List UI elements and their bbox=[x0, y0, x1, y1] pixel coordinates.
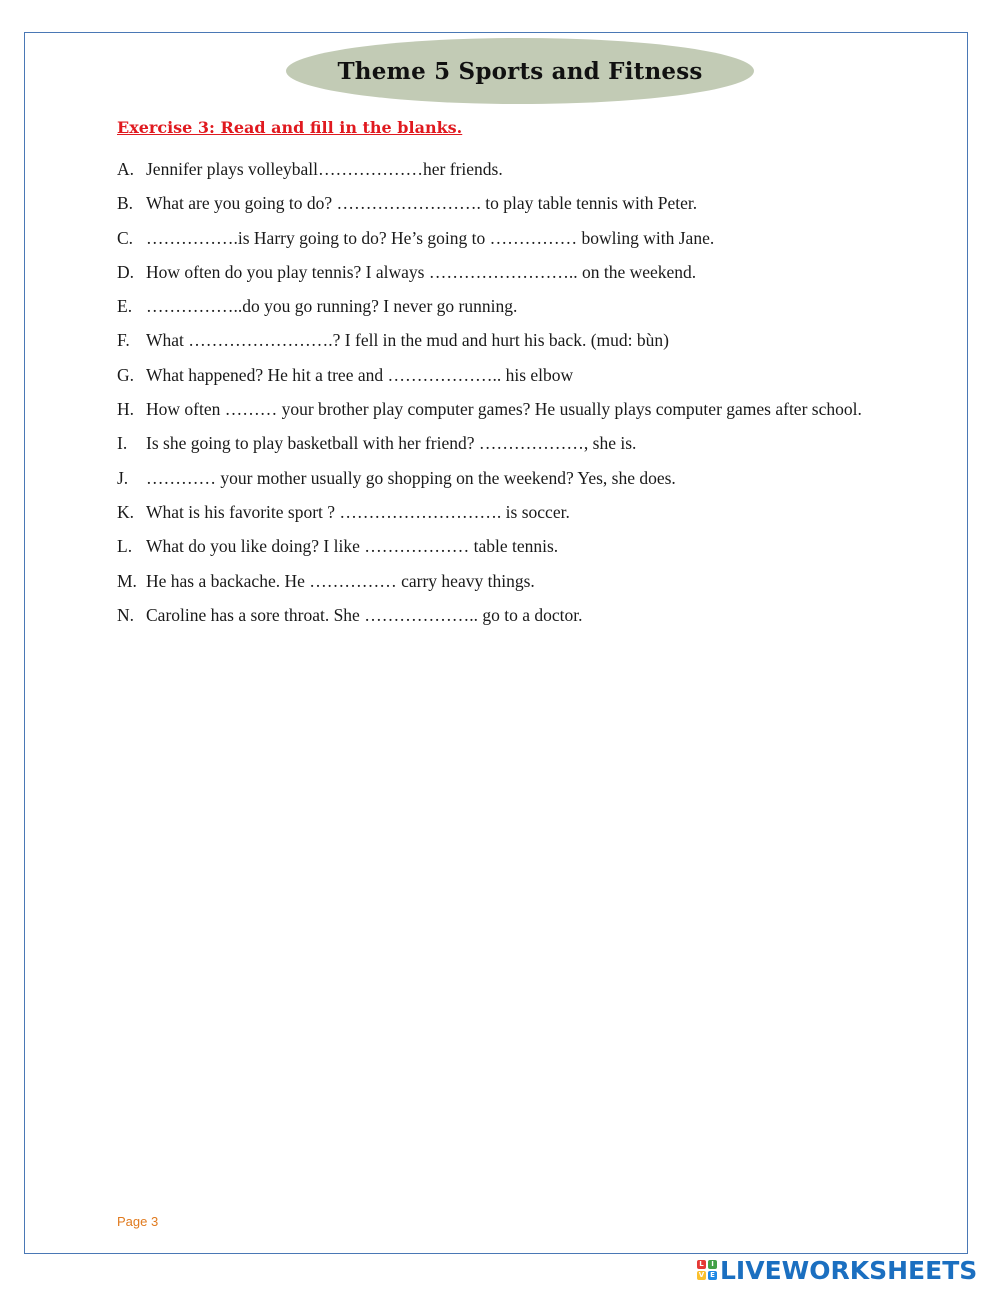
item-letter: M. bbox=[117, 570, 137, 591]
item-text: Jennifer plays volleyball………………her friends. bbox=[146, 159, 503, 179]
item-letter: H. bbox=[117, 399, 135, 420]
exercise-item bbox=[117, 495, 897, 529]
exercise-item bbox=[117, 255, 897, 289]
item-letter: L. bbox=[117, 536, 133, 557]
item-letter: B. bbox=[117, 193, 134, 214]
item-text: What happened? He hit a tree and ……………….. his elbow bbox=[146, 364, 574, 385]
logo-block: E bbox=[708, 1271, 717, 1280]
exercise-item bbox=[117, 564, 897, 598]
exercise-item bbox=[117, 221, 897, 255]
item-letter: K. bbox=[117, 501, 135, 522]
item-text: He has a backache. He …………… carry heavy things. bbox=[146, 570, 535, 591]
theme-title-banner bbox=[286, 38, 754, 104]
theme-title: Theme 5 Sports and Fitness bbox=[337, 57, 703, 85]
item-text: Is she going to play basketball with her friend? ………………, she is. bbox=[146, 433, 637, 454]
item-text: ……………..do you go running? I never go running. bbox=[146, 296, 518, 317]
logo-block: V bbox=[698, 1271, 705, 1279]
item-letter: I. bbox=[117, 433, 128, 454]
item-text: How often ……… your brother play computer games? He usually plays computer games after school. bbox=[146, 399, 862, 420]
item-text: What is his favorite sport ? ………………………. is soccer. bbox=[146, 501, 570, 522]
item-letter: A. bbox=[117, 159, 135, 179]
exercise-heading: Exercise 3: Read and fill in the blanks. bbox=[117, 118, 463, 137]
logo-text: LIVEWORKSHEETS bbox=[720, 1255, 978, 1285]
item-letter: C. bbox=[117, 227, 134, 248]
item-text: What …………………….? I fell in the mud and hurt his back. (mud: bùn) bbox=[146, 330, 669, 351]
logo-blocks-icon bbox=[697, 1260, 717, 1280]
item-text: ………… your mother usually go shopping on the weekend? Yes, she does. bbox=[146, 467, 676, 488]
exercise-item bbox=[117, 152, 897, 186]
exercise-item-list bbox=[117, 152, 897, 632]
logo-block: L bbox=[697, 1260, 706, 1269]
exercise-item bbox=[117, 529, 897, 563]
page-number: Page 3 bbox=[117, 1214, 159, 1229]
item-letter: N. bbox=[117, 604, 135, 625]
item-letter: D. bbox=[117, 261, 135, 282]
item-text: …………….is Harry going to do? He’s going to …………… bowling with Jane. bbox=[146, 227, 715, 248]
item-letter: F. bbox=[117, 330, 130, 351]
exercise-item bbox=[117, 186, 897, 220]
exercise-item bbox=[117, 426, 897, 460]
exercise-item bbox=[117, 392, 897, 426]
exercise-item bbox=[117, 358, 897, 392]
item-letter: E. bbox=[117, 296, 133, 317]
item-text: What do you like doing? I like ……………… table tennis. bbox=[146, 536, 559, 557]
item-letter: J. bbox=[117, 467, 129, 488]
logo-block: I bbox=[708, 1260, 717, 1269]
exercise-item bbox=[117, 289, 897, 323]
liveworksheets-logo bbox=[697, 1255, 977, 1285]
exercise-item bbox=[117, 461, 897, 495]
item-letter: G. bbox=[117, 364, 135, 385]
exercise-item bbox=[117, 323, 897, 357]
item-text: How often do you play tennis? I always …………………….. on the weekend. bbox=[146, 261, 697, 282]
item-text: Caroline has a sore throat. She ……………….. go to a doctor. bbox=[146, 604, 583, 625]
item-text: What are you going to do? ……………………. to play table tennis with Peter. bbox=[146, 193, 698, 214]
exercise-item bbox=[117, 598, 897, 632]
